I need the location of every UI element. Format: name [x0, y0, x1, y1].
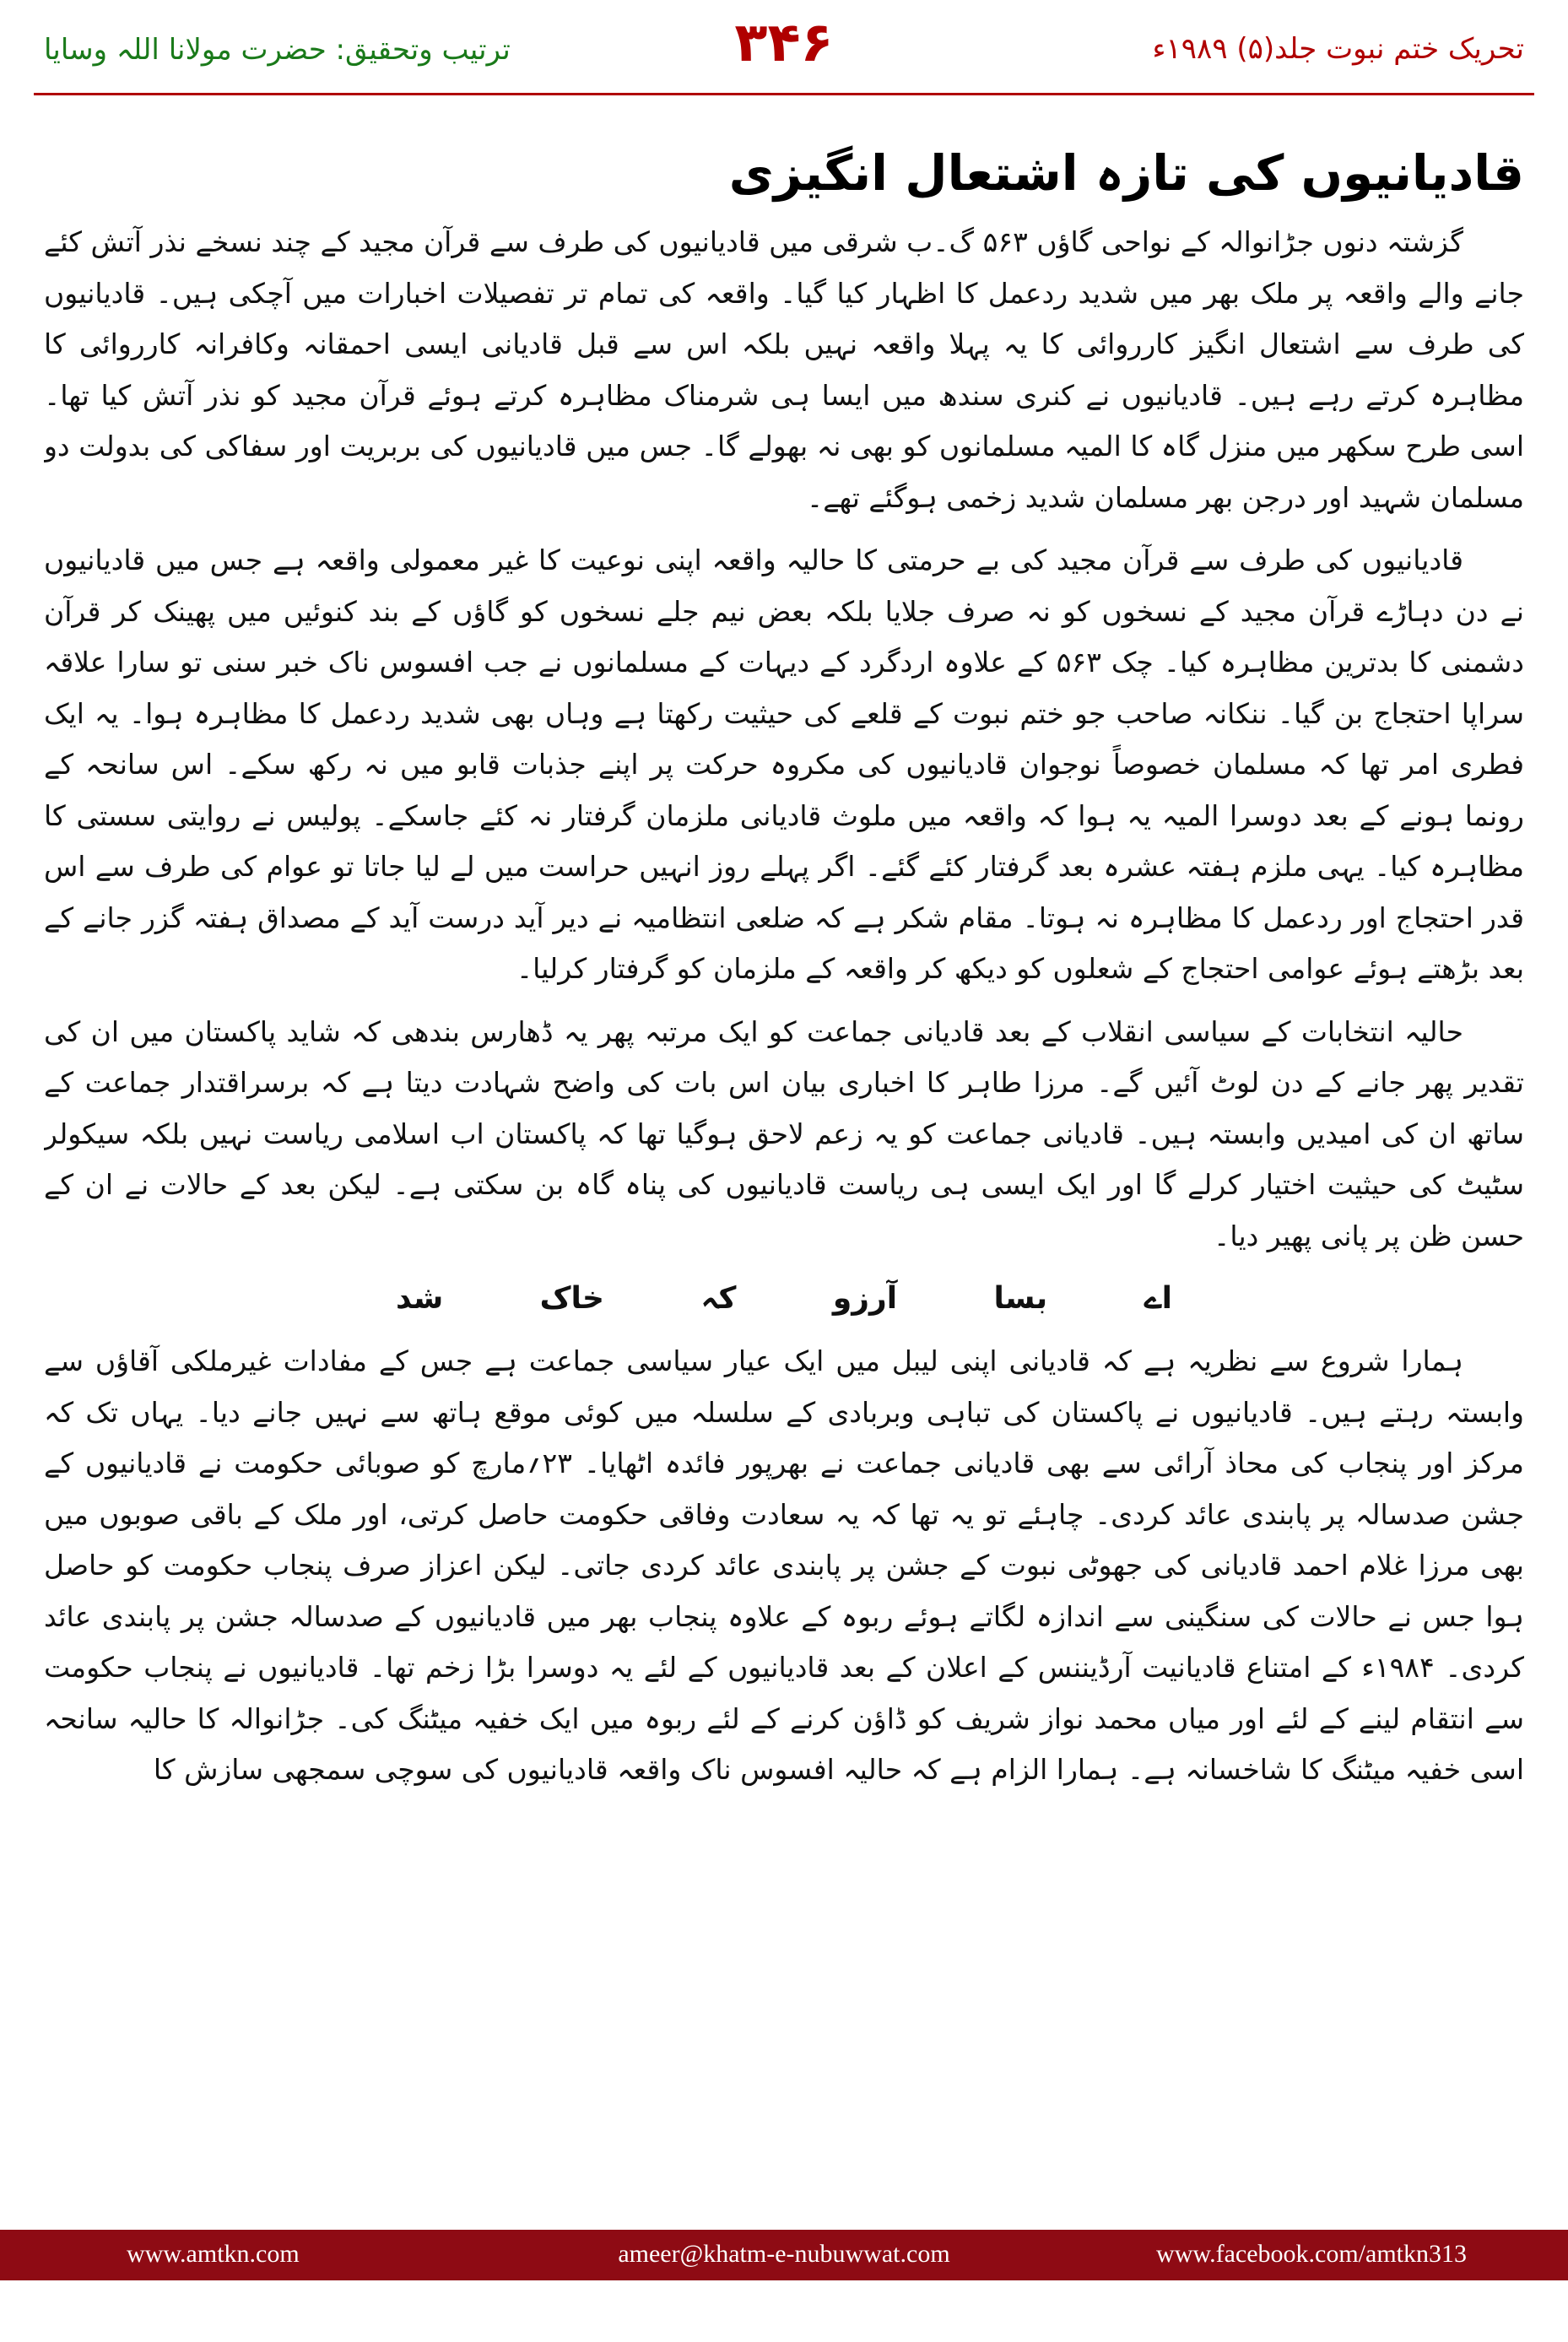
header-divider [34, 93, 1534, 95]
paragraph-3: حالیہ انتخابات کے سیاسی انقلاب کے بعد قادیانی جماعت کو ایک مرتبہ پھر یہ ڈھارس بندھی کہ شاید پاکستان میں ان کی تقدیر پھر جانے کے دن لوٹ آئیں گے۔ مرزا طاہر کا اخباری بیان اس بات کی واضح شہادت دیتا ہے کہ برسراقتدار جماعت کے ساتھ ان کی امیدیں وابستہ ہیں۔ قادیانی جماعت کو یہ زعم لاحق ہوگیا تھا کہ پاکستان اب اسلامی ریاست نہیں بلکہ سیکولر سٹیٹ کی حیثیت اختیار کرلے گا اور ایک ایسی ہی ریاست قادیانیوں کی پناہ گاہ بن سکتی ہے۔ لیکن بعد کے حالات نے ان کے حسن ظن پر پانی پھیر دیا۔ [44, 1014, 1524, 1252]
page-header [0, 0, 1568, 110]
article-title: قادیانیوں کی تازہ اشتعال انگیزی [728, 144, 1524, 202]
page-number: ۳۴۶ [734, 12, 834, 74]
paragraph-4: ہمارا شروع سے نظریہ ہے کہ قادیانی اپنی لیبل میں ایک عیار سیاسی جماعت ہے جس کے مفادات غیرملکی آقاؤں سے وابستہ رہتے ہیں۔ قادیانیوں نے پاکستان کی تباہی وبربادی کے سلسلہ میں کوئی موقع ہاتھ سے نہیں جانے دیا۔ یہاں تک کہ مرکز اور پنجاب کی محاذ آرائی سے بھی قادیانی جماعت نے بھرپور فائدہ اٹھایا۔ ۲۳؍مارچ کو صوبائی حکومت نے قادیانیوں کے جشن صدسالہ پر پابندی عائد کردی۔ چاہئے تو یہ تھا کہ یہ سعادت وفاقی حکومت حاصل کرتی، اور ملک کے باقی صوبوں میں بھی مرزا غلام احمد قادیانی کی جھوٹی نبوت کے جشن پر پابندی عائد کردی جاتی۔ لیکن اعزاز صرف پنجاب حکومت کو حاصل ہوا جس نے حالات کی سنگینی سے اندازہ لگاتے ہوئے ربوہ کے علاوہ پنجاب بھر میں قادیانیوں کے صدسالہ جشن پر پابندی عائد کردی۔ ۱۹۸۴ء کے امتناع قادیانیت آرڈیننس کے اعلان کے بعد قادیانیوں کے لئے یہ دوسرا بڑا زخم تھا۔ قادیانیوں نے پنجاب حکومت سے انتقام لینے کے لئے اور میاں محمد نواز شریف کو ڈاؤن کرنے کے لئے ربوہ میں ایک خفیہ میٹنگ کی۔ جڑانوالہ کا حالیہ سانحہ اسی خفیہ میٹنگ کا شاخسانہ ہے۔ ہمارا الزام ہے کہ حالیہ افسوس ناک واقعہ قادیانیوں کی سوچی سمجھی سازش کا [44, 1344, 1524, 1786]
compiler-credit: ترتیب وتحقیق: حضرت مولانا اللہ وسایا [44, 33, 511, 67]
email-link[interactable]: ameer@khatm-e-nubuwwat.com [618, 2240, 950, 2268]
persian-couplet [396, 1274, 1172, 1324]
website-link[interactable]: www.amtkn.com [127, 2240, 300, 2268]
couplet-word: اے [1144, 1281, 1172, 1316]
facebook-link[interactable]: www.facebook.com/amtkn313 [1156, 2240, 1467, 2268]
page-footer [0, 2230, 1568, 2280]
couplet-word: آرزو [832, 1281, 898, 1316]
couplet-word: خاک [539, 1281, 604, 1316]
paragraph-2: قادیانیوں کی طرف سے قرآن مجید کی بے حرمتی کا حالیہ واقعہ اپنی نوعیت کا غیر معمولی واقعہ ہے جس میں قادیانیوں نے دن دہاڑے قرآن مجید کے نسخوں کو نہ صرف جلایا بلکہ بعض نیم جلے نسخوں کو گاؤں کے بند کنوئیں میں پھینک کر قرآن دشمنی کا بدترین مظاہرہ کیا۔ چک ۵۶۳ کے علاوہ اردگرد کے دیہات کے مسلمانوں نے جب افسوس ناک خبر سنی تو سارا علاقہ سراپا احتجاج بن گیا۔ ننکانہ صاحب جو ختم نبوت کے قلعے کی حیثیت رکھتا ہے وہاں بھی شدید ردعمل کا مظاہرہ ہوا۔ یہ ایک فطری امر تھا کہ مسلمان خصوصاً نوجوان قادیانیوں کی مکروہ حرکت پر اپنے جذبات قابو میں نہ رکھ سکے۔ اس سانحہ کے رونما ہونے کے بعد دوسرا المیہ یہ ہوا کہ واقعہ میں ملوث قادیانی ملزمان گرفتار نہ کئے جاسکے۔ پولیس نے روایتی سستی کا مظاہرہ کیا۔ یہی ملزم ہفتہ عشرہ بعد گرفتار کئے گئے۔ اگر پہلے روز انہیں حراست میں لے لیا جاتا تو عوام کی طرف سے اس قدر احتجاج اور ردعمل کا مظاہرہ نہ ہوتا۔ مقام شکر ہے کہ ضلعی انتظامیہ نے دیر آید درست آید کے مصداق ہفتہ گزر جانے کے بعد بڑھتے ہوئے عوامی احتجاج کے شعلوں کو دیکھ کر واقعہ کے ملزمان کو گرفتار کرلیا۔ [44, 544, 1524, 985]
article-body [44, 139, 1524, 2199]
couplet-word: کہ [700, 1281, 737, 1316]
couplet-word: شد [396, 1281, 444, 1316]
book-title: تحریک ختم نبوت جلد(۵) ۱۹۸۹ء [1152, 32, 1524, 66]
paragraph-1: گزشتہ دنوں جڑانوالہ کے نواحی گاؤں ۵۶۳ گ۔ب شرقی میں قادیانیوں کی طرف سے قرآن مجید کے چند نسخے نذر آتش کئے جانے والے واقعہ پر ملک بھر میں شدید ردعمل کا اظہار کیا گیا۔ واقعہ کی تمام تر تفصیلات اخبارات میں آچکی ہیں۔ قادیانیوں کی طرف سے اشتعال انگیز کارروائی کا یہ پہلا واقعہ نہیں بلکہ اس سے قبل قادیانی ایسی احمقانہ وکافرانہ کارروائی کا مظاہرہ کرتے رہے ہیں۔ قادیانیوں نے کنری سندھ میں ایسا ہی شرمناک مظاہرہ کرتے ہوئے قرآن مجید کو نذر آتش کیا تھا۔ اسی طرح سکھر میں منزل گاہ کا المیہ مسلمانوں کو بھی نہ بھولے گا۔ جس میں قادیانیوں کی بربریت اور سفاکی کی بدولت دو مسلمان شہید اور درجن بھر مسلمان شدید زخمی ہوگئے تھے۔ [44, 225, 1524, 514]
couplet-word: بسا [993, 1281, 1048, 1316]
